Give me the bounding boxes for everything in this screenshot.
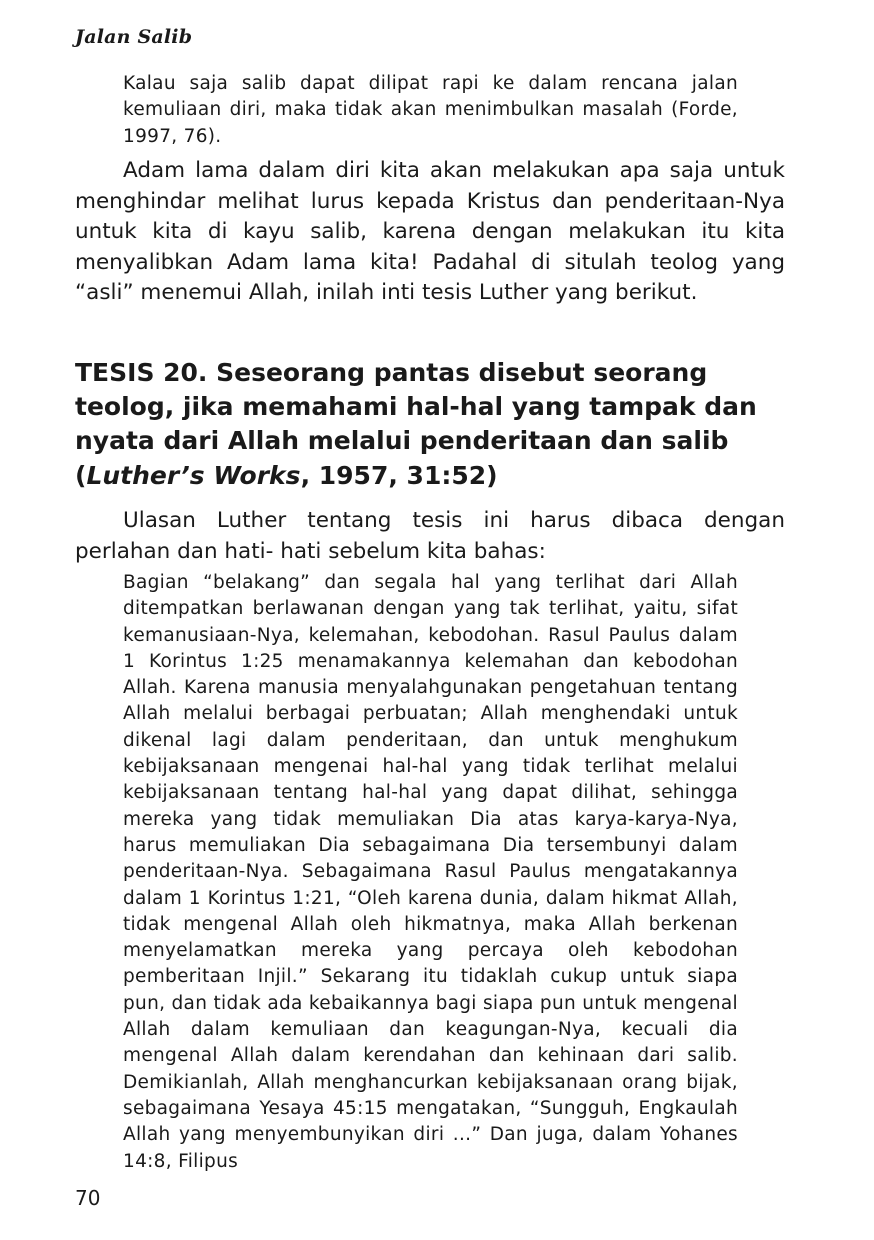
body-paragraph-adam-lama: Adam lama dalam diri kita akan melakukan apa saja untuk menghindar melihat lurus kepada Kristus dan penderitaan-Nya untuk kita di kayu salib, karena dengan melakukan itu kita menyalibkan Adam lama kita! Padahal di situlah teolog yang “asli” menemui Allah, inilah inti tesis Luther yang berikut. [75,158,785,305]
body-paragraph-ulasan: Ulasan Luther tentang tesis ini harus dibaca dengan perlahan dan hati- hati sebelum kita bahas: [75,508,785,564]
heading-text: TESIS 20. Seseorang pantas disebut seorang teolog, jika memahami hal-hal yang tampak dan nyata dari Allah melalui penderitaan dan salib ( [75,358,757,490]
block-quote-luther: Bagian “belakang” dan segala hal yang terlihat dari Allah ditempatkan berlawanan dengan yang tak terlihat, yaitu, sifat kemanusiaan-Nya, kelemahan, kebodohan. Rasul Paulus dalam 1 Korintus 1:25 menamakannya kelemahan dan kebodohan Allah. Karena manusia menyalahgunakan pengetahuan tentang Allah melalui berbagai perbuatan; Allah menghendaki untuk dikenal lagi dalam penderitaan, dan untuk menghukum kebijaksanaan mengenai hal-hal yang tidak terlihat melalui kebijaksanaan tentang hal-hal yang dapat dilihat, sehingga mereka yang tidak memuliakan Dia atas karya-karya-Nya, harus memuliakan Dia sebagaimana Dia tersembunyi dalam penderitaan-Nya. Sebagaimana Rasul Paulus mengatakannya dalam 1 Korintus 1:21, “Oleh karena dunia, dalam hikmat Allah, tidak mengenal Allah oleh hikmatnya, maka Allah berkenan menyelamatkan mereka yang percaya oleh kebodohan pemberitaan Injil.” Sekarang itu tidaklah cukup untuk siapa pun, dan tidak ada kebaikannya bagi siapa pun untuk mengenal Allah dalam kemuliaan dan keagungan-Nya, kecuali dia mengenal Allah dalam kerendahan dan kehinaan dari salib. Demikianlah, Allah menghancurkan kebijaksanaan orang bijak, sebagaimana Yesaya 45:15 mengatakan, “Sungguh, Engkaulah Allah yang menyembunyikan diri ...” Dan juga, dalam Yohanes 14:8, Filipus [123,572,738,1172]
running-head-title: Jalan Salib [75,26,193,48]
thesis-20-heading [75,356,795,493]
heading-italic-title: Luther’s Works [86,460,301,490]
block-quote-forde: Kalau saja salib dapat dilipat rapi ke dalam rencana jalan kemuliaan diri, maka tidak akan menimbulkan masalah (Forde, 1997, 76). [123,73,738,147]
heading-citation: , 1957, 31:52) [300,460,498,490]
page-number: 70 [75,1186,101,1210]
